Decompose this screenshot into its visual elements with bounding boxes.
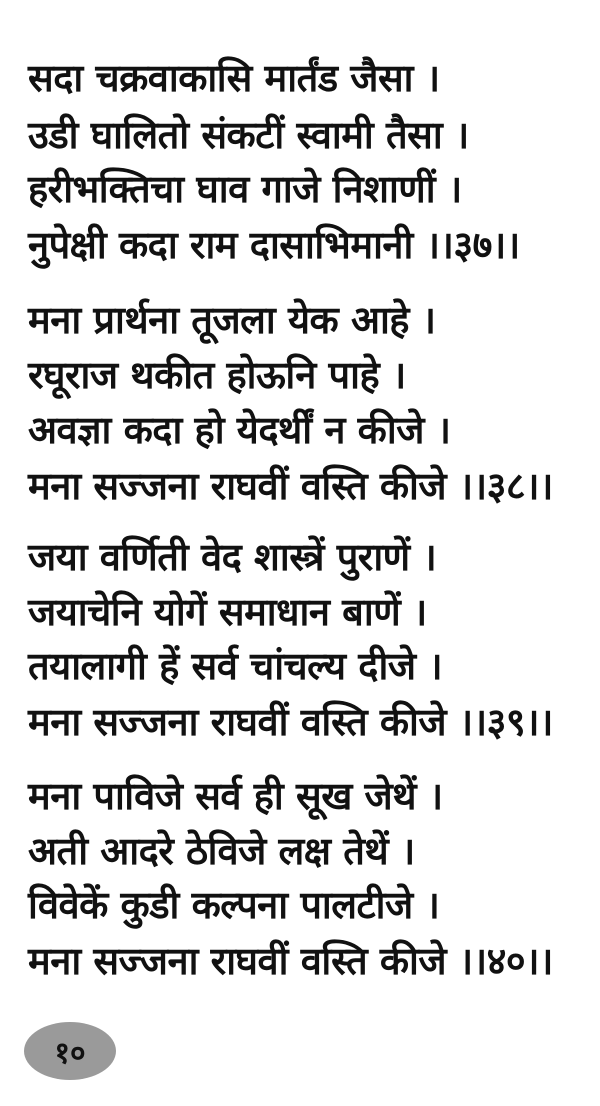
verse-38-line-4: मना सज्जना राघवीं वस्ति कीजे ।।३८।। [28, 464, 553, 508]
verse-38-line-3: अवज्ञा कदा हो येदर्थीं न कीजे । [28, 408, 451, 452]
verse-40-line-2: अती आदरे ठेविजे लक्ष तेथें । [28, 829, 415, 873]
verse-39-line-2: जयाचेनि योगें समाधान बाणें । [28, 590, 427, 634]
page-number-badge [24, 1022, 116, 1080]
verse-39-line-3: तयालागी हें सर्व चांचल्य दीजे । [28, 644, 443, 688]
verse-40-line-4: मना सज्जना राघवीं वस्ति कीजे ।।४०।। [28, 939, 553, 983]
verse-37-line-2: उडी घालितो संकटीं स्वामी तैसा । [28, 113, 469, 157]
verse-40-line-3: विवेकें कुडी कल्पना पालटीजे । [28, 883, 440, 927]
verse-39-line-4: मना सज्जना राघवीं वस्ति कीजे ।।३९।। [28, 700, 553, 744]
verse-37-line-4: नुपेक्षी कदा राम दासाभिमानी ।।३७।। [28, 223, 520, 267]
verse-39-line-1: जया वर्णिती वेद शास्त्रें पुराणें । [28, 535, 437, 579]
verse-37-line-3: हरीभक्तिचा घाव गाजे निशाणीं । [28, 167, 462, 211]
verse-38-line-2: रघूराज थकीत होऊनि पाहे । [28, 353, 406, 397]
verse-38-line-1: मना प्रार्थना तूजला येक आहे । [28, 298, 436, 342]
verse-37-line-1: सदा चक्रवाकासि मार्तंड जैसा । [28, 56, 440, 100]
page-number: १० [54, 1035, 86, 1071]
verse-40-line-1: मना पाविजे सर्व ही सूख जेथें । [28, 774, 443, 818]
